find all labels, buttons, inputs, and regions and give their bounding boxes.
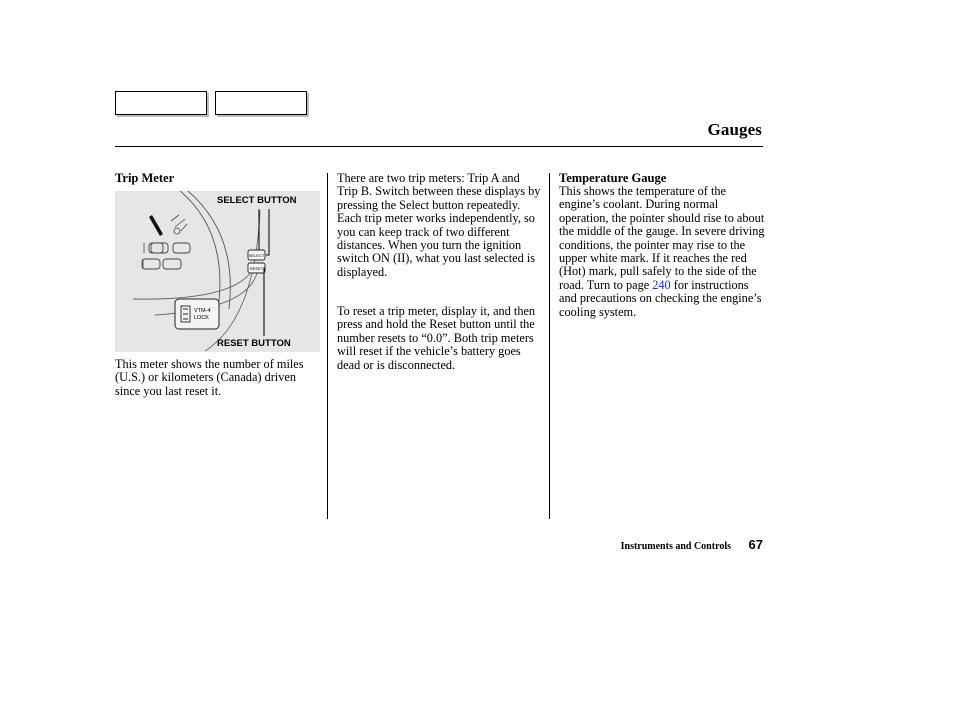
footer-section-title: Instruments and Controls	[620, 541, 731, 552]
trip-meter-illustration	[115, 191, 320, 352]
vtm4-text: VTM-4	[194, 308, 211, 314]
trip-meter-heading: Trip Meter	[115, 171, 175, 185]
nav-tab-button-1[interactable]	[115, 91, 207, 115]
trip-meter-switching-text: There are two trip meters: Trip A and Trip B. Switch between these displays by pressing the Select button repeatedly. Each trip meter works independently, so you can keep track of two different distances. When you turn the ignition switch ON (II), what you last selected is displayed.	[337, 171, 541, 279]
column-divider-1	[327, 173, 328, 519]
lock-text: LOCK	[194, 315, 209, 321]
instrument-panel-drawing	[115, 191, 320, 352]
select-button-text: SELECT	[248, 253, 265, 258]
page-number: 67	[748, 537, 763, 552]
temperature-gauge-text	[559, 185, 765, 319]
temperature-text-start: This shows the temperature of the engine’s coolant. During normal operation, the pointer should rise to about the middle of the gauge. In severe driving conditions, the pointer may rise to the upper white mark. If it reaches the red (Hot) mark, pull safely to the side of the road. Turn to page	[559, 184, 765, 292]
select-button-callout: SELECT BUTTON	[217, 195, 297, 206]
temperature-gauge-heading: Temperature Gauge	[559, 171, 667, 185]
title-divider	[115, 146, 763, 147]
page-title: Gauges	[707, 120, 762, 139]
trip-meter-description: This meter shows the number of miles (U.S.) or kilometers (Canada) driven since you last reset it.	[115, 357, 304, 398]
reset-button-text: RESET	[249, 266, 264, 271]
vtm4-lock-indicator	[175, 299, 219, 329]
nav-tab-button-2[interactable]	[215, 91, 307, 115]
trip-meter-reset-text: To reset a trip meter, display it, and then press and hold the Reset button until the number resets to “0.0”. Both trip meters will reset if the vehicle’s battery goes dead or is disconnected.	[337, 304, 536, 372]
page-240-link[interactable]: 240	[652, 277, 671, 292]
temperature-text-end: for instructions and precautions on checking the engine’s cooling system.	[559, 277, 762, 319]
reset-button-callout: RESET BUTTON	[217, 338, 291, 349]
column-divider-2	[549, 173, 550, 519]
